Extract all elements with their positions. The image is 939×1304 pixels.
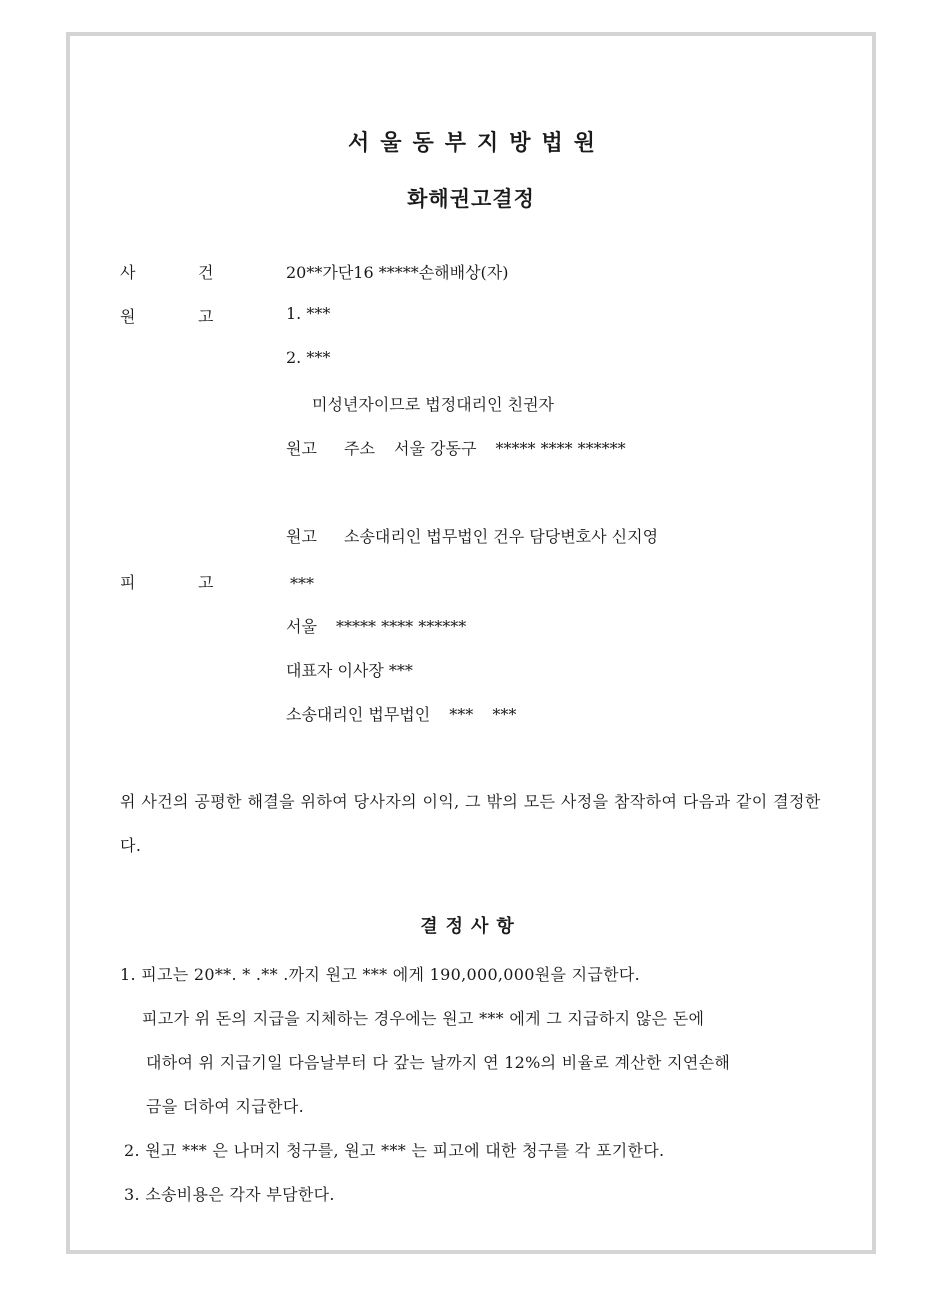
decision-item-3: 3. 소송비용은 각자 부담한다. <box>124 1185 335 1204</box>
plaintiff-address-label: 원고 <box>286 439 317 458</box>
plaintiff-name-2: 2. *** <box>286 348 331 367</box>
decision-item-1-cont3: 금을 더하여 지급한다. <box>146 1097 304 1116</box>
case-label-b: 건 <box>198 263 214 282</box>
plaintiff-label-b: 고 <box>198 307 214 326</box>
intro-paragraph: 위 사건의 공평한 해결을 위하여 당사자의 이익, 그 밖의 모든 사정을 참작하여 다음과 같이 결정한다. <box>120 792 821 855</box>
plaintiff-counsel-value: 소송대리인 법무법인 건우 담당변호사 신지영 <box>344 527 659 546</box>
defendant-counsel-lawyer: *** <box>492 705 517 724</box>
plaintiff-counsel-label: 원고 <box>286 527 317 546</box>
defendant-representative: 대표자 이사장 *** <box>286 661 413 680</box>
document-title: 화해권고결정 <box>407 187 535 211</box>
decision-item-1: 1. 피고는 20**. * .** .까지 원고 *** 에게 190,000,000원을 지급한다. <box>120 965 641 984</box>
decision-section-title: 결정사항 <box>420 916 522 937</box>
plaintiff-label-a: 원 <box>120 307 136 326</box>
case-label-a: 사 <box>120 263 136 282</box>
plaintiff-counsel <box>286 524 658 547</box>
plaintiff-address-value: ***** **** ****** <box>495 439 626 458</box>
defendant-address-city: 서울 <box>286 617 317 636</box>
plaintiff-address-key: 주소 <box>344 439 375 458</box>
defendant-counsel <box>286 702 516 725</box>
case-number: 20**가단16 *****손해배상(자) <box>286 263 509 282</box>
court-name: 서울동부지방법원 <box>347 131 607 156</box>
plaintiff-guardian-note: 미성년자이므로 법정대리인 친권자 <box>312 395 555 414</box>
plaintiff-name-1: 1. *** <box>286 304 331 323</box>
decision-item-1-cont: 피고가 위 돈의 지급을 지체하는 경우에는 원고 *** 에게 그 지급하지 않은 돈에 <box>142 1009 705 1028</box>
defendant-label-a: 피 <box>120 573 136 592</box>
defendant-address-value: ***** **** ****** <box>336 617 467 636</box>
decision-item-2: 2. 원고 *** 은 나머지 청구를, 원고 *** 는 피고에 대한 청구를 각 포기한다. <box>124 1141 665 1160</box>
plaintiff-address-city: 서울 강동구 <box>394 439 477 458</box>
decision-item-1-cont2: 대하여 위 지급기일 다음날부터 다 갚는 날까지 연 12%의 비율로 계산한 지연손해 <box>146 1053 731 1072</box>
defendant-name: *** <box>290 574 314 593</box>
defendant-address <box>286 614 466 637</box>
defendant-counsel-name: *** <box>449 705 474 724</box>
defendant-counsel-prefix: 소송대리인 법무법인 <box>286 705 431 724</box>
document-page <box>66 32 876 1254</box>
defendant-label-b: 고 <box>198 573 214 592</box>
plaintiff-address <box>286 436 626 459</box>
